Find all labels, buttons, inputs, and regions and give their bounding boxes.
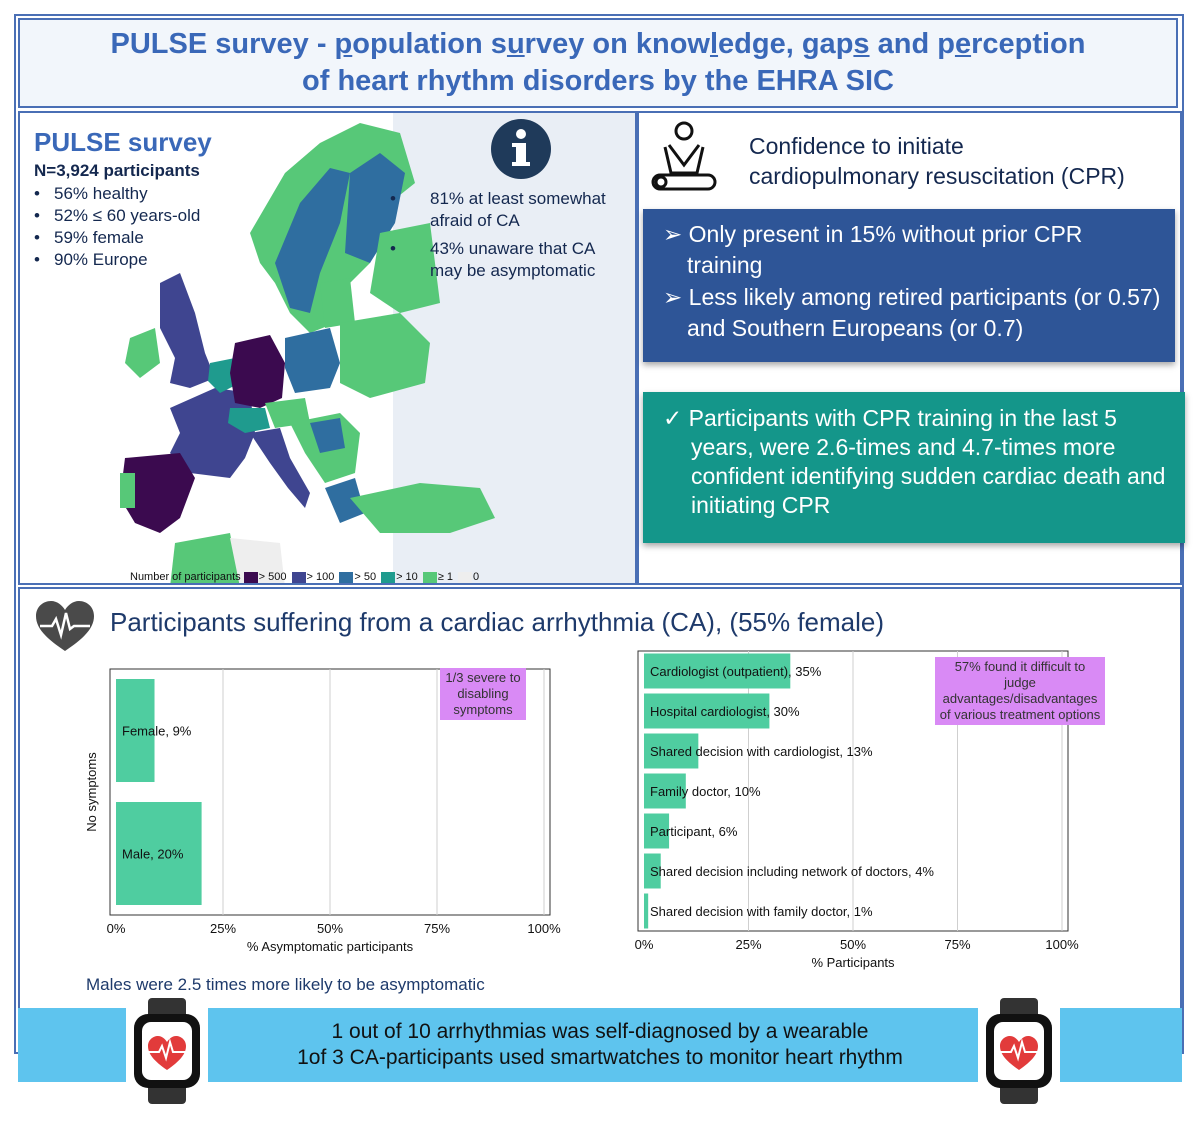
x-tick-label: 100% bbox=[1045, 937, 1079, 952]
wearable-line-2: 1of 3 CA-participants used smartwatches to monitor heart rhythm bbox=[297, 1046, 903, 1069]
survey-map-panel bbox=[18, 111, 637, 585]
survey-stats-list bbox=[34, 183, 200, 271]
x-axis-title: % Asymptomatic participants bbox=[246, 939, 414, 954]
cpr-confidence-panel bbox=[637, 111, 1182, 585]
x-tick-label: 75% bbox=[944, 937, 971, 952]
bar-label: Male, 20% bbox=[122, 846, 184, 862]
list-item: ➢ Less likely among retired participants (or 0.57) and Southern Europeans (or 0.7) bbox=[663, 284, 1161, 341]
legend-swatch bbox=[339, 572, 353, 583]
x-axis-title: % Participants bbox=[811, 955, 895, 970]
list-item: • 59% female bbox=[34, 227, 200, 249]
bar-label: Shared decision with cardiologist, 13% bbox=[650, 744, 873, 759]
list-item: • 56% healthy bbox=[34, 183, 200, 205]
list-item: • 81% at least somewhat afraid of CA bbox=[410, 188, 610, 232]
legend-label: ≥ 1 bbox=[437, 571, 454, 583]
ca-title: Participants suffering from a cardiac arrhythmia (CA), (55% female) bbox=[110, 607, 885, 637]
bar-label: Female, 9% bbox=[122, 723, 192, 739]
legend-label: 0 bbox=[473, 571, 480, 583]
x-tick-label: 50% bbox=[316, 921, 344, 936]
legend-title: Number of participants bbox=[130, 571, 241, 583]
ca-awareness-list bbox=[410, 188, 610, 288]
x-tick-label: 75% bbox=[423, 921, 451, 936]
x-tick-label: 25% bbox=[209, 921, 237, 936]
bar bbox=[644, 894, 648, 929]
legend-swatch bbox=[292, 572, 306, 583]
cpr-icon bbox=[645, 121, 723, 199]
legend-label: > 50 bbox=[354, 571, 377, 583]
page-title-line-2: of heart rhythm disorders by the EHRA SIC bbox=[302, 65, 894, 97]
list-item: ➢ Only present in 15% without prior CPR training bbox=[663, 221, 1083, 278]
legend-label: > 500 bbox=[258, 571, 287, 583]
x-tick-label: 100% bbox=[527, 921, 561, 936]
cpr-title: Confidence to initiate cardiopulmonary resuscitation (CPR) bbox=[749, 133, 1125, 189]
cpr-training-box bbox=[643, 392, 1185, 543]
bar-label: Family doctor, 10% bbox=[650, 784, 761, 799]
cpr-findings-box bbox=[643, 209, 1175, 362]
list-item: ✓ Participants with CPR training in the last 5 years, were 2.6-times and 4.7-times more confident identifying sudden cardiac death and initiating CPR bbox=[663, 405, 1166, 518]
x-tick-label: 50% bbox=[839, 937, 867, 952]
participant-count: N=3,924 participants bbox=[34, 161, 200, 180]
legend-swatch bbox=[458, 572, 472, 583]
asymptomatic-note: Males were 2.5 times more likely to be asymptomatic bbox=[86, 975, 485, 994]
legend-swatch bbox=[244, 572, 258, 583]
legend-label: > 10 bbox=[396, 571, 418, 583]
map-legend bbox=[130, 571, 481, 583]
list-item: • 90% Europe bbox=[34, 249, 200, 271]
list-item: • 52% ≤ 60 years-old bbox=[34, 205, 200, 227]
x-tick-label: 0% bbox=[634, 937, 654, 952]
smartwatch-icon bbox=[126, 992, 208, 1110]
header-banner bbox=[18, 18, 1178, 108]
heart-ecg-icon bbox=[34, 599, 96, 655]
wearable-line-1: 1 out of 10 arrhythmias was self-diagnosed by a wearable bbox=[331, 1020, 869, 1043]
y-axis-title: No symptoms bbox=[84, 752, 99, 832]
legend-swatch bbox=[423, 572, 437, 583]
x-tick-label: 25% bbox=[735, 937, 762, 952]
bar-label: Shared decision with family doctor, 1% bbox=[650, 904, 873, 919]
page-title-line-1: PULSE survey - population survey on knowledge, gaps and perception bbox=[110, 28, 1086, 60]
treatment-annotation: 57% found it difficult to judge advantages/disadvantages of various treatment options bbox=[935, 657, 1105, 725]
list-item: • 43% unaware that CA may be asymptomatic bbox=[410, 238, 610, 282]
bar-label: Cardiologist (outpatient), 35% bbox=[650, 664, 822, 679]
severity-annotation: 1/3 severe to disabling symptoms bbox=[440, 668, 526, 720]
smartwatch-icon bbox=[978, 992, 1060, 1110]
arrhythmia-panel bbox=[18, 587, 1182, 1012]
bar-label: Participant, 6% bbox=[650, 824, 738, 839]
legend-label: > 100 bbox=[306, 571, 335, 583]
legend-swatch bbox=[381, 572, 395, 583]
bar-label: Hospital cardiologist, 30% bbox=[650, 704, 800, 719]
info-icon bbox=[490, 118, 552, 180]
survey-title: PULSE survey bbox=[34, 127, 212, 157]
x-tick-label: 0% bbox=[106, 921, 126, 936]
bar-label: Shared decision including network of doctors, 4% bbox=[650, 864, 934, 879]
